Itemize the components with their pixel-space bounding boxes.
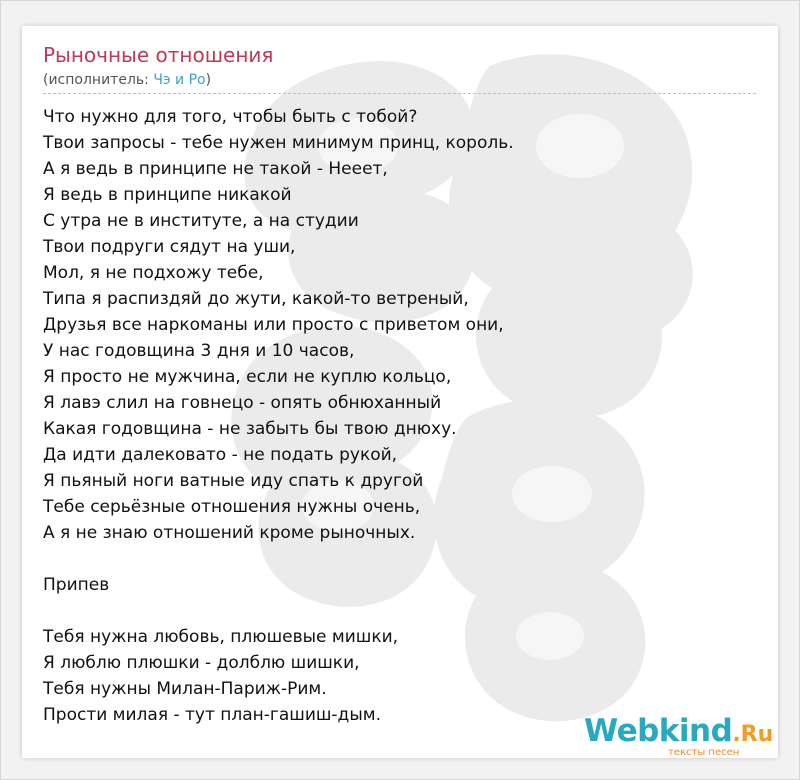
lyric-line: Твои запросы - тебе нужен минимум принц, король. (43, 133, 514, 153)
lyrics-text (43, 104, 743, 728)
song-header (43, 42, 755, 89)
lyric-line: Тебе серьёзные отношения нужны очень, (43, 497, 421, 517)
lyric-line: А я ведь в принципе не такой - Нееет, (43, 159, 388, 179)
artist-link[interactable]: Чэ и Ро (153, 72, 206, 88)
logo-tagline: тексты песен (668, 747, 740, 758)
artist-prefix: (исполнитель: (43, 72, 154, 88)
lyric-line: Я ведь в принципе никакой (43, 185, 292, 205)
lyric-line: Тебя нужны Милан-Париж-Рим. (43, 679, 327, 699)
lyric-line: Я лавэ слил на говнецо - опять обнюханный (43, 393, 442, 413)
lyric-line: Я люблю плюшки - долблю шишки, (43, 653, 360, 673)
lyric-line: Типа я распиздяй до жути, какой-то ветреный, (43, 289, 469, 309)
lyric-line: У нас годовщина 3 дня и 10 часов, (43, 341, 355, 361)
lyric-line: Я пьяный ноги ватные иду спать к другой (43, 471, 424, 491)
lyric-line: Какая годовщина - не забыть бы твою днюху. (43, 419, 457, 439)
lyric-line: Друзья все наркоманы или просто с приветом они, (43, 315, 504, 335)
lyric-line: Что нужно для того, чтобы быть с тобой? (43, 107, 418, 127)
artist-line (43, 71, 755, 89)
lyric-line: Да идти далековато - не подать рукой, (43, 445, 398, 465)
stanza-gap (43, 598, 743, 624)
lyrics-card (22, 26, 778, 758)
lyric-line: А я не знаю отношений кроме рыночных. (43, 523, 416, 543)
lyric-line: Тебя нужна любовь, плюшевые мишки, (43, 627, 399, 647)
lyric-line: Прости милая - тут план-гашиш-дым. (43, 705, 381, 725)
stanza-gap (43, 546, 743, 572)
artist-suffix: ) (205, 72, 212, 88)
chorus-label: Припев (43, 575, 110, 595)
lyric-line: Я просто не мужчина, если не куплю кольцо, (43, 367, 452, 387)
lyric-line: С утра не в институте, а на студии (43, 211, 359, 231)
header-divider (43, 93, 756, 94)
logo-name: Webkind (584, 713, 733, 749)
song-title: Рыночные отношения (43, 43, 274, 67)
lyric-line: Мол, я не подхожу тебе, (43, 263, 264, 283)
lyric-line: Твои подруги сядут на уши, (43, 237, 296, 257)
site-logo[interactable] (584, 712, 774, 758)
logo-tld: .Ru (732, 722, 774, 747)
